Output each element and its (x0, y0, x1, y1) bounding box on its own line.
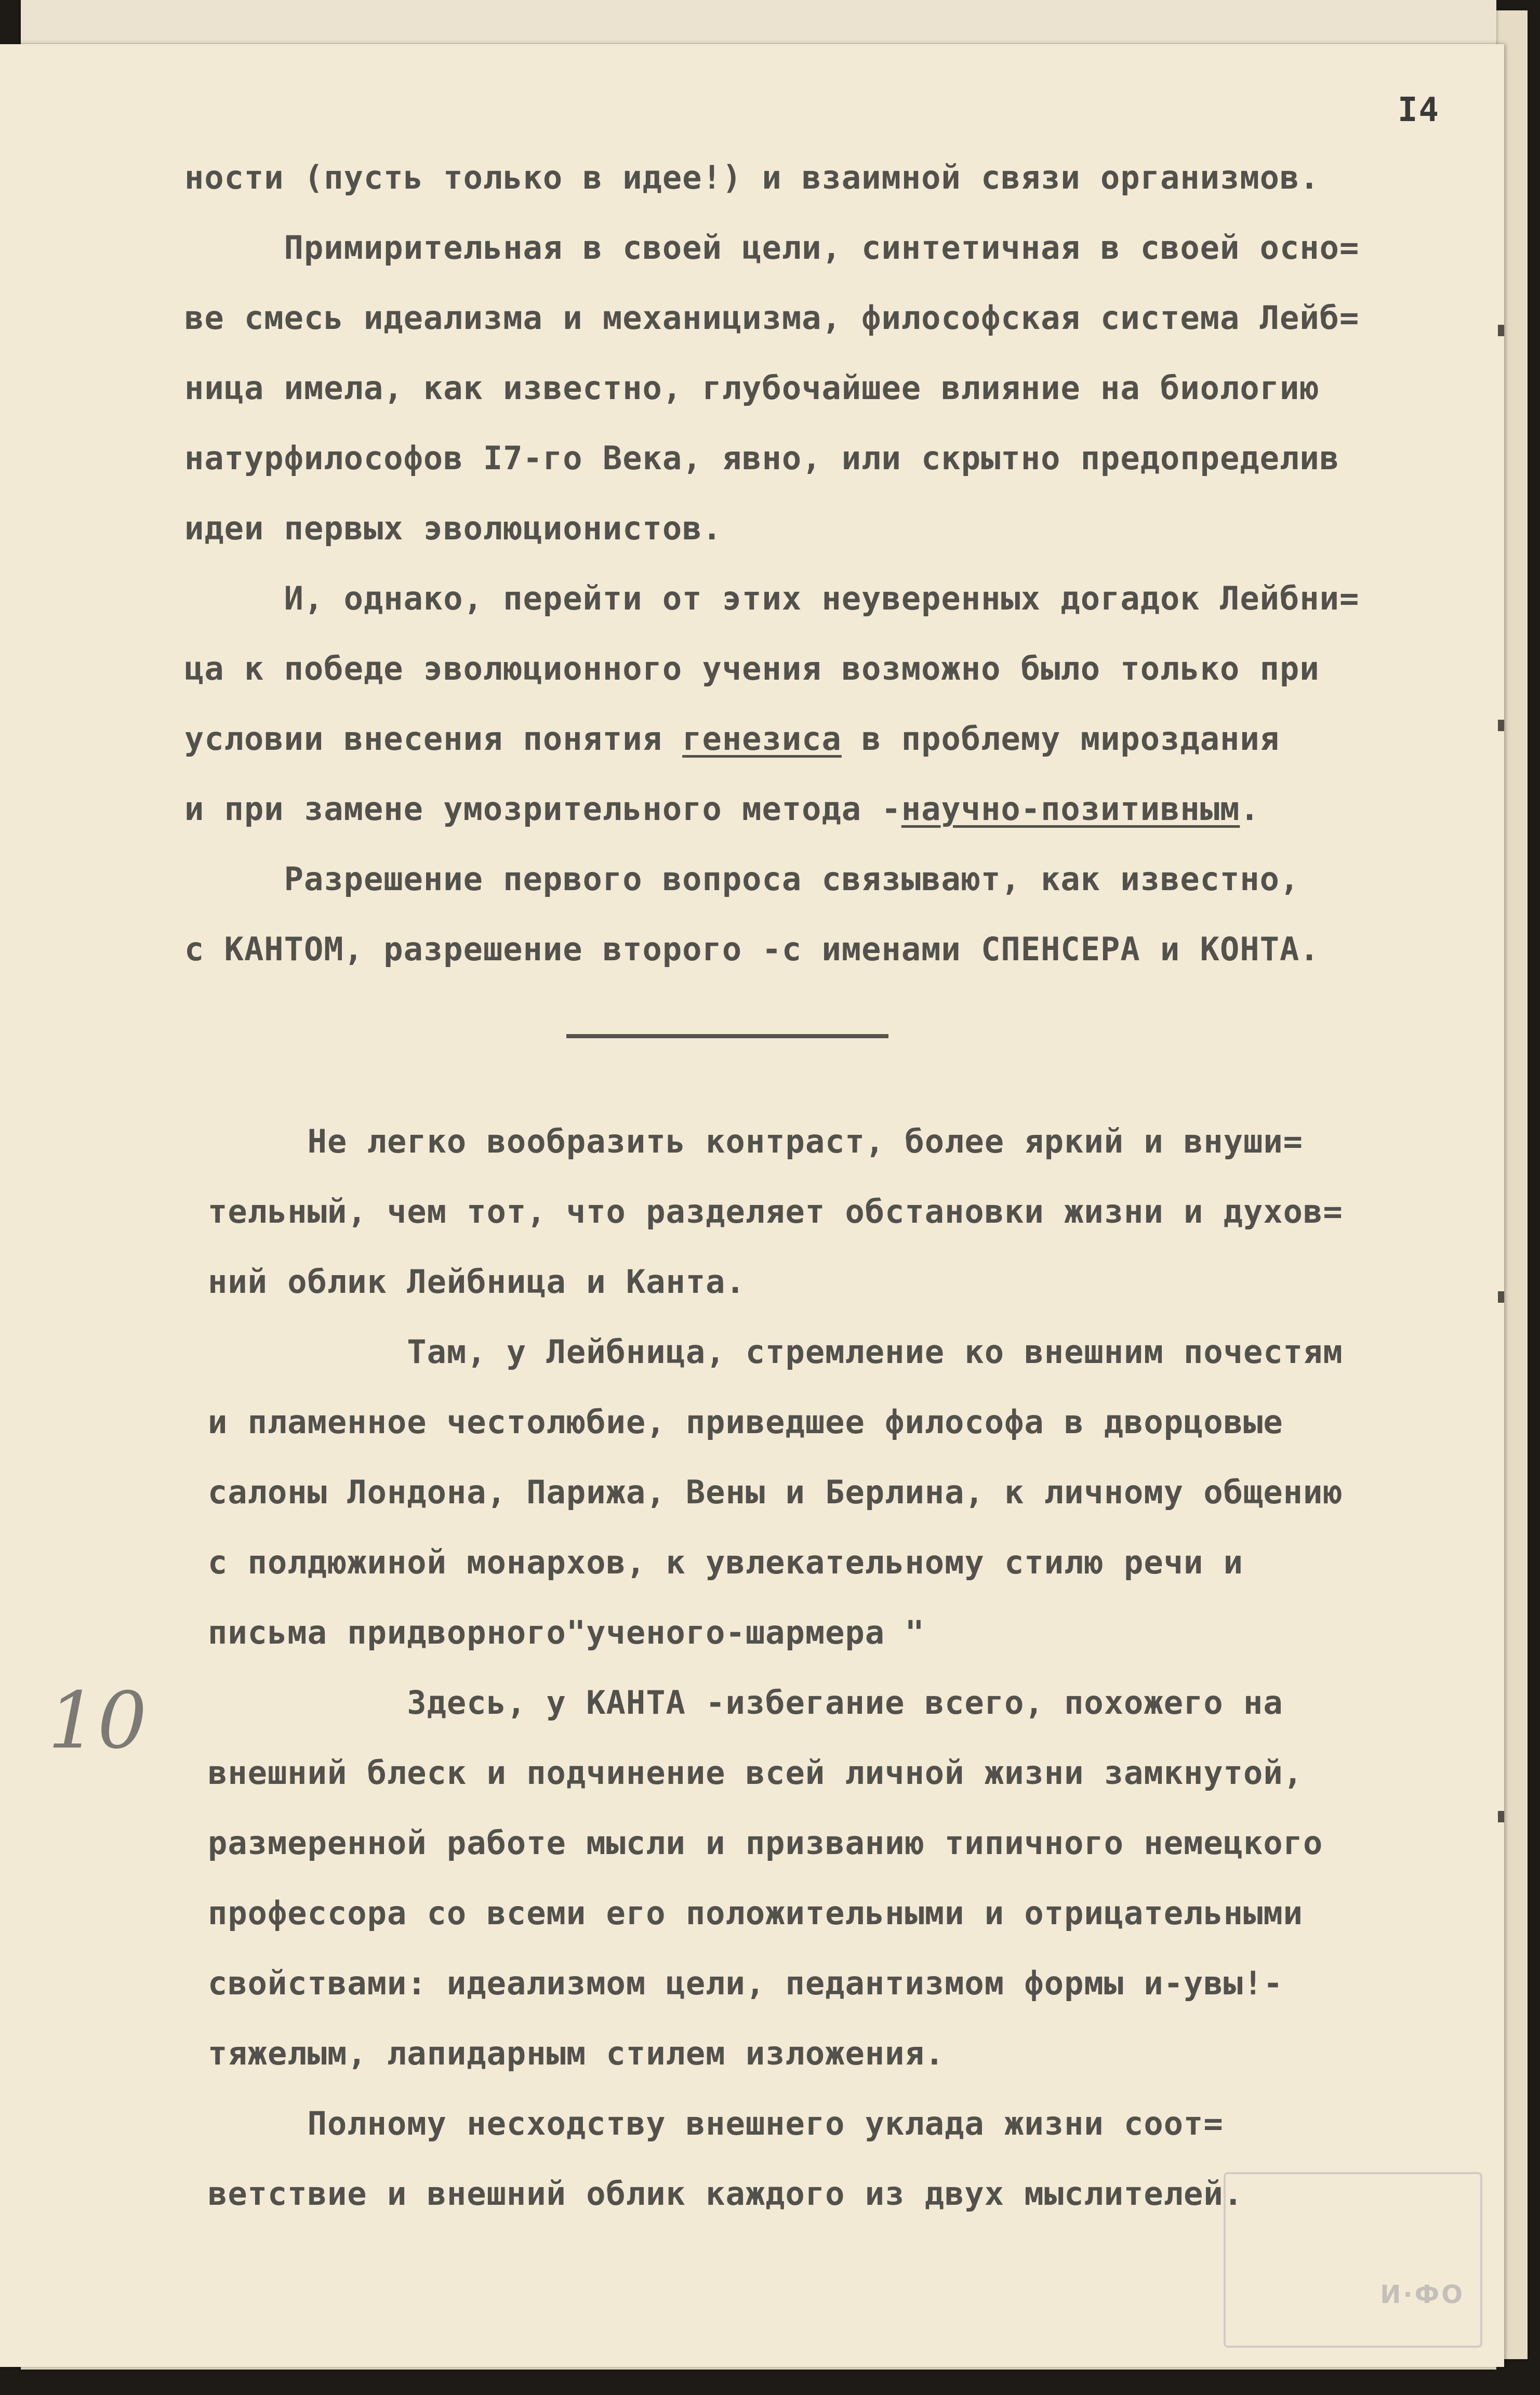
text-line-2: Примирительная в своей цели, синтетичная в своей осно= (184, 229, 1360, 267)
text-line-10-start: и при замене умозрительного метода - (184, 790, 901, 828)
text-line-9-end: в проблему мироздания (841, 720, 1280, 758)
text-line-20: письма придворного"ученого-шармера " (208, 1613, 925, 1651)
text-line-25: свойствами: идеализмом цели, педантизмом формы и-увы!- (208, 1964, 1283, 2002)
archive-stamp-text: И·ФО (1380, 2280, 1465, 2309)
text-line-28: ветствие и внешний облик каждого из двух мыслителей. (208, 2175, 1244, 2213)
archive-stamp (1224, 2172, 1482, 2348)
underlined-phrase-scientific-positive: научно-позитивным (901, 790, 1240, 828)
text-line-9 (184, 720, 1280, 758)
text-line-26: тяжелым, лапидарным стилем изложения. (208, 2034, 945, 2072)
underlined-word-genesis: генезиса (682, 720, 842, 758)
typewritten-page (0, 44, 1504, 2367)
binding-mark (1498, 1811, 1504, 1822)
text-line-6: идеи первых эволюционистов. (184, 509, 722, 547)
section-divider (566, 1034, 888, 1038)
text-line-17: и пламенное честолюбие, приведшее философа в дворцовые (208, 1403, 1283, 1441)
text-line-24: профессора со всеми его положительными и отрицательными (208, 1894, 1303, 1932)
text-line-3: ве смесь идеализма и механицизма, философская система Лейб= (184, 299, 1360, 337)
text-line-7: И, однако, перейти от этих неуверенных догадок Лейбни= (184, 579, 1360, 617)
text-line-23: размеренной работе мысли и призванию типичного немецкого (208, 1824, 1323, 1862)
text-line-11: Разрешение первого вопроса связывают, как известно, (184, 860, 1300, 898)
text-line-22: внешний блеск и подчинение всей личной жизни замкнутой, (208, 1754, 1303, 1792)
binding-mark (1498, 1291, 1504, 1303)
text-line-27: Полному несходству внешнего уклада жизни соот= (208, 2105, 1224, 2142)
text-line-16: Там, у Лейбница, стремление ко внешним почестям (208, 1333, 1343, 1371)
binding-mark (1498, 325, 1504, 336)
text-line-10-end: . (1240, 790, 1260, 828)
text-line-10 (184, 790, 1260, 828)
text-line-13: Не легко вообразить контраст, более яркий и внуши= (208, 1122, 1303, 1160)
binding-mark (1498, 720, 1504, 731)
text-line-19: с полдюжиной монархов, к увлекательному стилю речи и (208, 1543, 1244, 1581)
handwritten-margin-note: 10 (48, 1676, 147, 1766)
text-line-14: тельный, чем тот, что разделяет обстановки жизни и духов= (208, 1193, 1343, 1230)
text-line-5: натурфилософов I7-го Века, явно, или скрытно предопределив (184, 439, 1339, 477)
text-line-1: ности (пусть только в идее!) и взаимной связи организмов. (184, 158, 1320, 196)
page-number: I4 (1398, 91, 1440, 129)
text-line-9-start: условии внесения понятия (184, 720, 683, 758)
text-line-18: салоны Лондона, Парижа, Вены и Берлина, к личному общению (208, 1473, 1343, 1511)
text-line-21: Здесь, у КАНТА -избегание всего, похожего на (208, 1684, 1283, 1722)
text-line-8: ца к победе эволюционного учения возможно было только при (184, 650, 1320, 687)
text-line-15: ний облик Лейбница и Канта. (208, 1263, 746, 1301)
text-line-12: с КАНТОМ, разрешение второго -с именами СПЕНСЕРА и КОНТА. (184, 930, 1320, 968)
text-line-4: ница имела, как известно, глубочайшее влияние на биологию (184, 369, 1320, 407)
